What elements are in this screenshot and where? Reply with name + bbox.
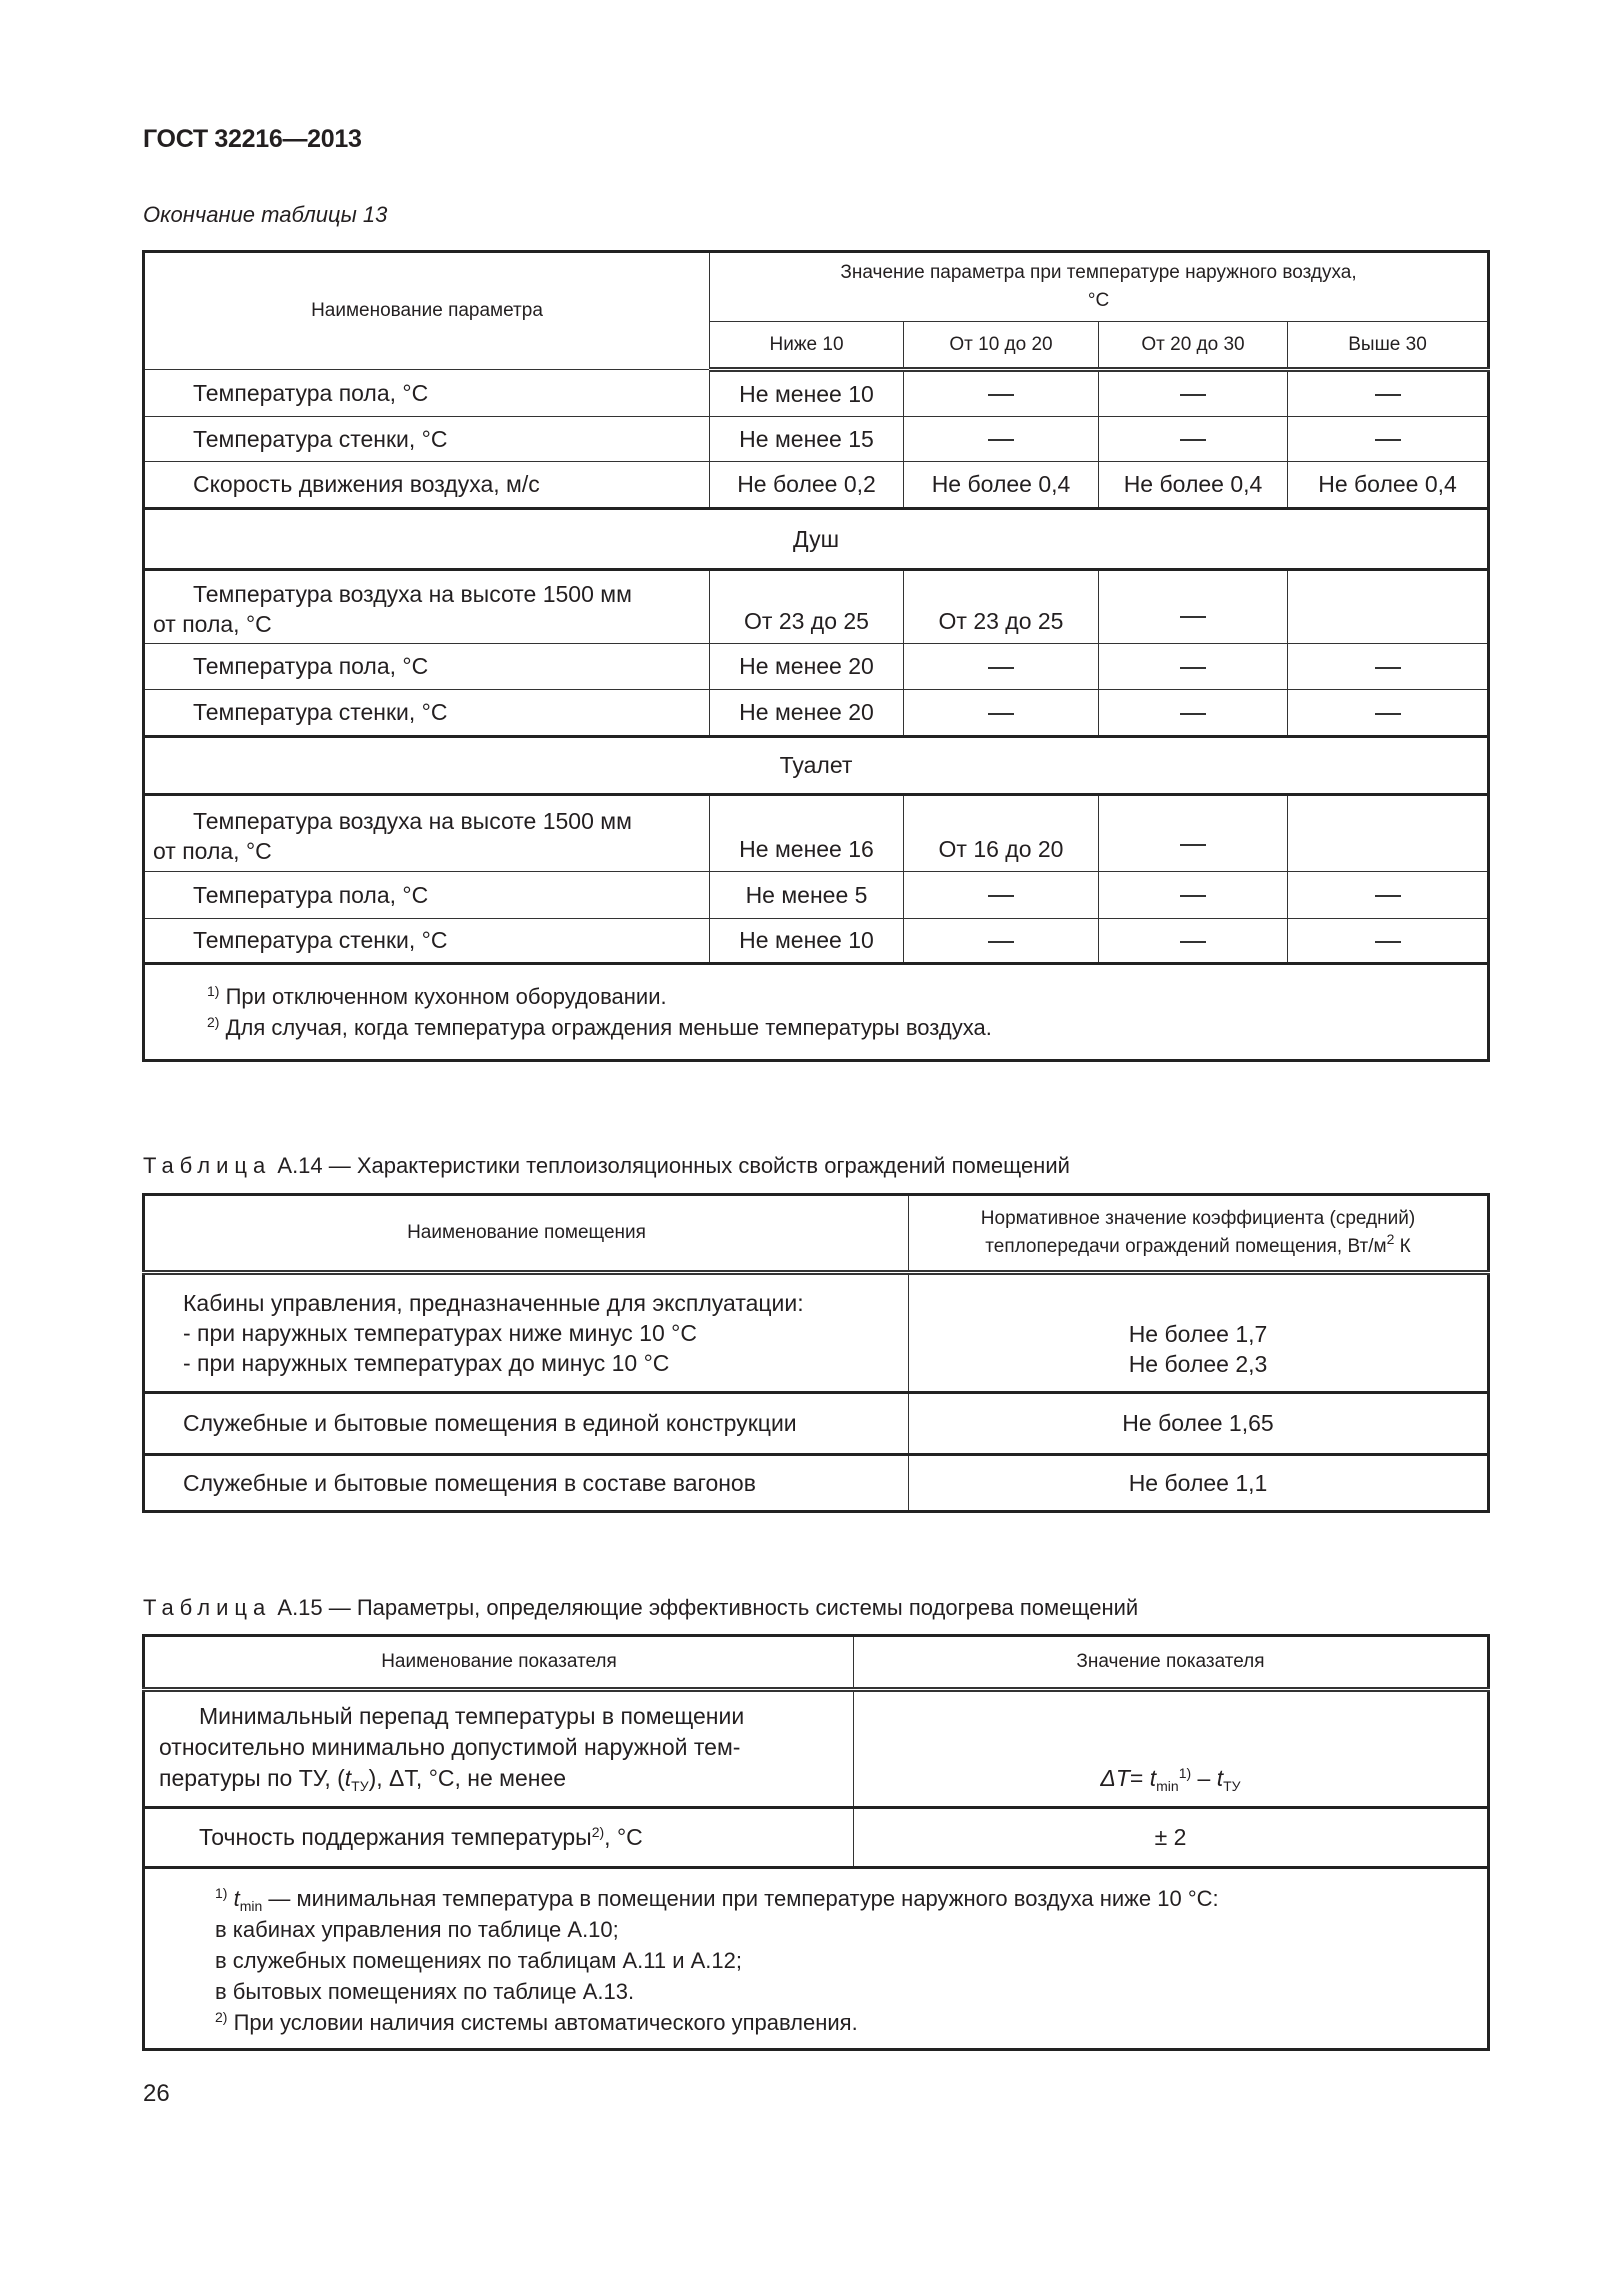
cell-value: Не более 1,65 (909, 1393, 1489, 1455)
row-label: Скорость движения воздуха, м/с (144, 462, 710, 509)
cell-value: Не более 1,1 (909, 1455, 1489, 1512)
table-row (144, 570, 1489, 644)
row-label: Служебные и бытовые помещения в единой конструкции (144, 1393, 909, 1455)
cell-dash (1288, 417, 1489, 462)
cell-dash (1099, 690, 1288, 737)
cell-formula: $\Delta T= t_{min}^{1)} - t_{ТУ}$ (854, 1690, 1489, 1808)
cell-dash (1099, 570, 1288, 644)
row-label: Минимальный перепад температуры в помещении относительно минимально допустимой наружной тем- пературы по ТУ, $(t_{ТУ})$, ΔT, °C, не менее (144, 1690, 854, 1808)
cell-dash (1288, 919, 1489, 964)
cell-value: Не более 0,4 (1288, 462, 1489, 509)
header-indicator-name: Наименование показателя (144, 1636, 854, 1690)
header-room-name: Наименование помещения (144, 1195, 909, 1273)
cell-dash (904, 370, 1099, 417)
table-a14 (142, 1193, 1490, 1513)
row-label: Температура пола, °C (144, 370, 710, 417)
cell-dash (904, 872, 1099, 919)
row-label: Температура воздуха на высоте 1500 мм от пола, °C (144, 570, 710, 644)
table-row (144, 1690, 1489, 1808)
cell-dash (1288, 370, 1489, 417)
table-row (144, 1273, 1489, 1393)
cell-dash (1099, 370, 1288, 417)
table-row (144, 872, 1489, 919)
cell-dash (1099, 919, 1288, 964)
cell-value: Не более 0,4 (904, 462, 1099, 509)
table-row (144, 644, 1489, 690)
row-label: Температура стенки, °C (144, 919, 710, 964)
table-a15 (142, 1634, 1490, 2051)
cell-dash (904, 919, 1099, 964)
header-col-10-20: От 10 до 20 (904, 322, 1099, 370)
cell-dash (904, 644, 1099, 690)
table-row (144, 795, 1489, 872)
table-row (144, 417, 1489, 462)
cell-value: От 23 до 25 (710, 570, 904, 644)
table-row (144, 1393, 1489, 1455)
cell-value: Не менее 10 (710, 370, 904, 417)
header-value-group: Значение параметра при температуре наружного воздуха, °C (710, 252, 1489, 322)
header-col-below-10: Ниже 10 (710, 322, 904, 370)
header-col-20-30: От 20 до 30 (1099, 322, 1288, 370)
table-row (144, 1455, 1489, 1512)
cell-value: Не менее 16 (710, 795, 904, 872)
row-label: Температура стенки, °C (144, 690, 710, 737)
row-label: Температура пола, °C (144, 872, 710, 919)
table-row (144, 690, 1489, 737)
row-label: Температура стенки, °C (144, 417, 710, 462)
row-label: Температура воздуха на высоте 1500 мм от пола, °C (144, 795, 710, 872)
cell-value: От 16 до 20 (904, 795, 1099, 872)
cell-dash (1099, 795, 1288, 872)
cell-value: Не менее 5 (710, 872, 904, 919)
row-label: Кабины управления, предназначенные для эксплуатации: - при наружных температурах ниже минус 10 °C - при наружных температурах до минус 10 °C (144, 1273, 909, 1393)
cell-value: Не менее 10 (710, 919, 904, 964)
footnote-2: $^{2)}$ Для случая, когда температура ограждения меньше температуры воздуха. (207, 1014, 992, 1040)
cell-dash (1288, 644, 1489, 690)
cell-dash (1288, 872, 1489, 919)
header-col-above-30: Выше 30 (1288, 322, 1489, 370)
header-indicator-value: Значение показателя (854, 1636, 1489, 1690)
cell-empty (1288, 795, 1489, 872)
table-a14-caption: Таблица А.14 — Характеристики теплоизоляционных свойств ограждений помещений (143, 1153, 1070, 1178)
row-label: Температура пола, °C (144, 644, 710, 690)
cell-value: Не более 1,7 Не более 2,3 (909, 1273, 1489, 1393)
cell-value: Не менее 20 (710, 644, 904, 690)
cell-dash (1288, 690, 1489, 737)
cell-value: Не более 0,2 (710, 462, 904, 509)
table-a15-footnotes: $^{1)}$ $t_{min}$ — минимальная температура в помещении при температуре наружного воздуха ниже 10 °C: в кабинах управления по таблице А.10; в служебных помещениях по таблицам А.11 и А.12; в бытовых помещениях по таблице А.13. $^{2)}$ При условии наличия системы автоматического управления. (144, 1868, 1489, 2050)
cell-empty (1288, 570, 1489, 644)
document-title: ГОСТ 32216—2013 (143, 125, 362, 153)
table-13 (142, 250, 1490, 1062)
cell-value: ± 2 (854, 1808, 1489, 1868)
cell-dash (904, 690, 1099, 737)
cell-dash (904, 417, 1099, 462)
cell-dash (1099, 644, 1288, 690)
page-number: 26 (143, 2080, 170, 2107)
cell-value: Не менее 20 (710, 690, 904, 737)
table-row (144, 919, 1489, 964)
cell-dash (1099, 872, 1288, 919)
footnote-2: $^{2)}$ При условии наличия системы автоматического управления. (215, 2009, 858, 2035)
cell-dash (1099, 417, 1288, 462)
cell-value: Не более 0,4 (1099, 462, 1288, 509)
table-row (144, 1808, 1489, 1868)
footnote-1: $^{1)}$ При отключенном кухонном оборудовании. (207, 983, 667, 1009)
header-param-name: Наименование параметра (144, 252, 710, 370)
cell-value: Не менее 15 (710, 417, 904, 462)
table-a15-caption: Таблица А.15 — Параметры, определяющие эффективность системы подогрева помещений (143, 1595, 1139, 1620)
section-shower: Душ (144, 509, 1489, 570)
table-continuation-caption: Окончание таблицы 13 (143, 202, 388, 227)
row-label: Служебные и бытовые помещения в составе вагонов (144, 1455, 909, 1512)
table-13-footnotes (144, 964, 1489, 1061)
table-row (144, 370, 1489, 417)
cell-value: От 23 до 25 (904, 570, 1099, 644)
table-row (144, 462, 1489, 509)
row-label: Точность поддержания температуры$^{2)}$, °C (144, 1808, 854, 1868)
footnote-1: $^{1)}$ $t_{min}$ — минимальная температура в помещении при температуре наружного воздуха ниже 10 °C: (215, 1885, 1219, 1914)
section-toilet: Туалет (144, 737, 1489, 795)
header-coefficient: Нормативное значение коэффициента (средний) теплопередачи ограждений помещения, $Вт/м^2$ К (909, 1195, 1489, 1273)
